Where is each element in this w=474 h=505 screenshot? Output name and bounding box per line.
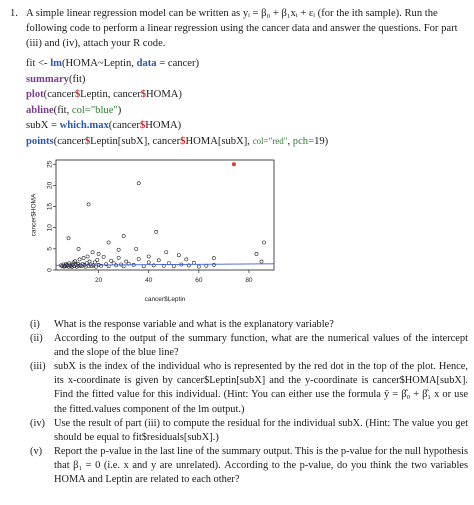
y-tick-label: 10 xyxy=(46,224,54,232)
data-point xyxy=(255,252,258,255)
highlight-point xyxy=(232,162,236,166)
y-tick-label: 25 xyxy=(46,160,54,168)
data-point xyxy=(117,256,120,259)
data-point xyxy=(165,251,168,254)
data-point xyxy=(78,258,81,261)
y-axis-label: cancer$HOMA xyxy=(30,193,38,237)
x-tick-label: 60 xyxy=(195,277,203,284)
data-point xyxy=(86,255,89,258)
data-point xyxy=(197,265,200,268)
x-tick-label: 20 xyxy=(94,277,103,284)
code-line-6: points(cancer$Leptin[subX], cancer$HOMA[subX], col="red", pch=19) xyxy=(26,135,329,147)
data-point xyxy=(147,261,150,264)
question-iii: (iii) subX is the index of the individual who is represented by the red dot in the top of the plot. Hence, its x-coordinate is given by cancer$Leptin[subX] and the y-coordinate is cancer$HOMA[subX]. Find the fitted value for this individual. (Hint: You can either use the formula ŷ = β̂₀ + β̂₁ x or use the fitted.values component of the lm output.) xyxy=(30,361,468,415)
code-line-1: fit <- lm(HOMA~Leptin, data = cancer) xyxy=(26,58,200,69)
code-line-3: plot(cancer$Leptin, cancer$HOMA) xyxy=(26,89,182,101)
question-iv: (iv) Use the result of part (iii) to compute the residual for the individual subX. (Hint: The value you get should be equal to fit$residuals[subX].) xyxy=(30,417,468,443)
problem-number: 1. xyxy=(10,8,18,19)
data-point xyxy=(135,247,138,250)
data-point xyxy=(262,241,265,244)
data-point xyxy=(212,257,215,260)
y-tick-label: 0 xyxy=(46,268,54,272)
data-point xyxy=(93,261,96,264)
question-ii: (ii) According to the output of the summary function, what are the numerical values of the intercept and the slope of the blue line? xyxy=(30,333,468,359)
y-tick-label: 15 xyxy=(46,202,54,211)
y-tick-label: 20 xyxy=(46,181,54,190)
data-point xyxy=(172,265,175,268)
problem-intro xyxy=(10,6,468,51)
scatter-plot xyxy=(26,156,286,306)
data-point xyxy=(91,251,94,254)
code-line-4: abline(fit, col="blue") xyxy=(26,104,122,116)
data-point xyxy=(137,182,140,185)
data-point xyxy=(110,259,113,262)
data-point xyxy=(87,203,90,206)
data-point xyxy=(102,255,105,258)
x-axis-label: cancer$Leptin xyxy=(144,296,186,303)
code-line-2: summary(fit) xyxy=(26,73,86,85)
data-point xyxy=(157,259,160,262)
y-tick-label: 5 xyxy=(46,247,54,251)
x-tick-label: 80 xyxy=(245,277,253,284)
data-point xyxy=(260,260,263,263)
x-tick-label: 40 xyxy=(145,277,153,284)
data-point xyxy=(185,258,188,261)
question-i: (i) What is the response variable and what is the explanatory variable? xyxy=(30,319,334,330)
data-point xyxy=(122,235,125,238)
data-point xyxy=(67,237,70,240)
data-point xyxy=(147,255,150,258)
question-v: (v) Report the p-value in the last line of the summary output. This is the p-value for the null hypothesis that β₁ = 0 (i.e. x and y are unrelated). According to the p-value, do you think the two variables HOMA and Leptin are related to each other? xyxy=(30,445,468,486)
data-point xyxy=(177,254,180,257)
data-point xyxy=(137,257,140,260)
data-point xyxy=(82,257,85,260)
r-code-block xyxy=(26,56,466,150)
data-point xyxy=(117,248,120,251)
question-list xyxy=(30,318,468,487)
data-point xyxy=(155,230,158,233)
data-point xyxy=(96,258,99,261)
code-line-5: subX = which.max(cancer$HOMA) xyxy=(26,120,182,132)
data-point xyxy=(97,252,100,255)
problem-statement: A simple linear regression model can be written as yᵢ = β₀ + β₁xᵢ + εᵢ (for the ith sample). Run the following code to perform a linear regression using the cancer data and answer the questions. For part (iii) and (iv), attach your R code. xyxy=(26,8,458,49)
data-point xyxy=(77,247,80,250)
data-point xyxy=(107,241,110,244)
